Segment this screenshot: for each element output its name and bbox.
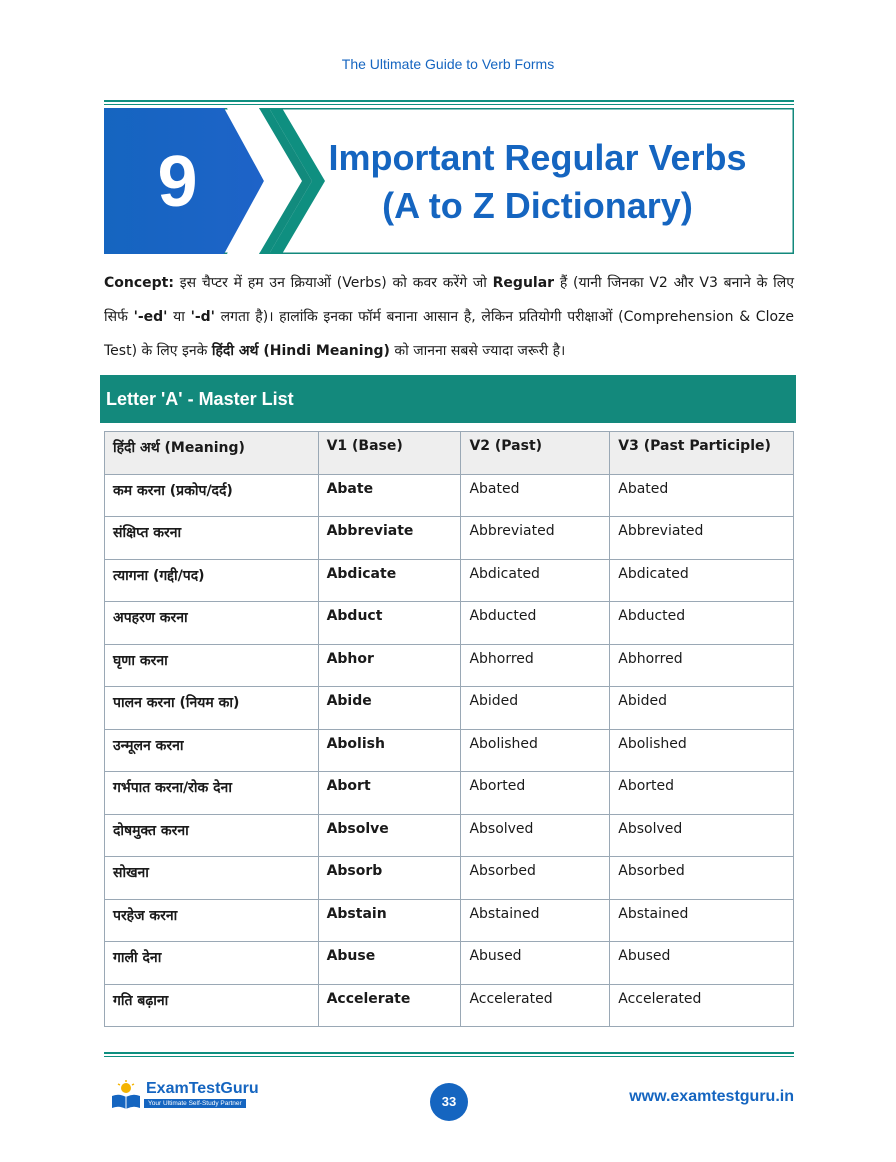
- v1-cell: Abhor: [318, 644, 461, 687]
- header-meaning: हिंदी अर्थ (Meaning): [105, 432, 319, 475]
- v1-cell: Abolish: [318, 729, 461, 772]
- table-row: [105, 644, 794, 687]
- table-row: [105, 857, 794, 900]
- header-v1: V1 (Base): [318, 432, 461, 475]
- v2-cell: Abbreviated: [461, 517, 610, 560]
- v3-cell: Abdicated: [610, 559, 794, 602]
- v2-cell: Abducted: [461, 602, 610, 645]
- website-link[interactable]: www.examtestguru.in: [629, 1088, 794, 1105]
- footer-divider-thin: [104, 1056, 794, 1057]
- concept-text-2: हैं (यानी जिनका V2 और V3 बनाने के लिए सिर्फ: [104, 275, 794, 325]
- logo-tagline: Your Ultimate Self-Study Partner: [144, 1099, 246, 1108]
- concept-label: Concept:: [104, 275, 174, 291]
- v1-cell: Abbreviate: [318, 517, 461, 560]
- meaning-cell: सोखना: [105, 857, 319, 900]
- v1-cell: Abate: [318, 474, 461, 517]
- v1-cell: Absorb: [318, 857, 461, 900]
- meaning-cell: दोषमुक्त करना: [105, 814, 319, 857]
- table-row: [105, 559, 794, 602]
- table-row: [105, 899, 794, 942]
- table-row: [105, 474, 794, 517]
- v2-cell: Abstained: [461, 899, 610, 942]
- v2-cell: Abolished: [461, 729, 610, 772]
- concept-bold-hindi-meaning: हिंदी अर्थ (Hindi Meaning): [211, 343, 390, 359]
- concept-bold-d: '-d': [190, 309, 215, 325]
- v3-cell: Abolished: [610, 729, 794, 772]
- v1-cell: Abide: [318, 687, 461, 730]
- meaning-cell: त्यागना (गद्दी/पद): [105, 559, 319, 602]
- v2-cell: Absolved: [461, 814, 610, 857]
- meaning-cell: पालन करना (नियम का): [105, 687, 319, 730]
- meaning-cell: उन्मूलन करना: [105, 729, 319, 772]
- v3-cell: Abated: [610, 474, 794, 517]
- concept-text-1: इस चैप्टर में हम उन क्रियाओं (Verbs) को कवर करेंगे जो: [173, 275, 493, 291]
- v2-cell: Accelerated: [461, 984, 610, 1027]
- v1-cell: Abduct: [318, 602, 461, 645]
- header-v2: V2 (Past): [461, 432, 610, 475]
- v2-cell: Abated: [461, 474, 610, 517]
- v3-cell: Absorbed: [610, 857, 794, 900]
- table-row: [105, 602, 794, 645]
- header-divider-thin: [104, 104, 794, 105]
- v1-cell: Accelerate: [318, 984, 461, 1027]
- v1-cell: Abdicate: [318, 559, 461, 602]
- v2-cell: Abused: [461, 942, 610, 985]
- table-row: [105, 942, 794, 985]
- table-row: [105, 984, 794, 1027]
- verb-table: [104, 431, 794, 1027]
- concept-text-3: या: [167, 309, 191, 325]
- meaning-cell: अपहरण करना: [105, 602, 319, 645]
- table-row: [105, 772, 794, 815]
- v2-cell: Absorbed: [461, 857, 610, 900]
- running-title: The Ultimate Guide to Verb Forms: [341, 56, 555, 72]
- header-v3: V3 (Past Participle): [610, 432, 794, 475]
- footer-divider: [104, 1052, 794, 1054]
- header-divider: [104, 100, 794, 102]
- v3-cell: Abhorred: [610, 644, 794, 687]
- table-row: [105, 687, 794, 730]
- meaning-cell: गाली देना: [105, 942, 319, 985]
- v3-cell: Aborted: [610, 772, 794, 815]
- meaning-cell: घृणा करना: [105, 644, 319, 687]
- meaning-cell: गति बढ़ाना: [105, 984, 319, 1027]
- chapter-title-line1: Important Regular Verbs: [328, 137, 747, 178]
- concept-paragraph: [104, 266, 794, 368]
- table-row: [105, 814, 794, 857]
- v3-cell: Abided: [610, 687, 794, 730]
- meaning-cell: कम करना (प्रकोप/दर्द): [105, 474, 319, 517]
- meaning-cell: संक्षिप्त करना: [105, 517, 319, 560]
- concept-bold-regular: Regular: [492, 275, 555, 291]
- brand-logo[interactable]: [110, 1080, 270, 1112]
- v3-cell: Absolved: [610, 814, 794, 857]
- table-row: [105, 729, 794, 772]
- meaning-cell: परहेज करना: [105, 899, 319, 942]
- v1-cell: Abort: [318, 772, 461, 815]
- chapter-title: [300, 134, 775, 230]
- v3-cell: Abbreviated: [610, 517, 794, 560]
- page-number: 33: [430, 1083, 468, 1121]
- v2-cell: Abided: [461, 687, 610, 730]
- meaning-cell: गर्भपात करना/रोक देना: [105, 772, 319, 815]
- concept-bold-ed: '-ed': [133, 309, 168, 325]
- v3-cell: Accelerated: [610, 984, 794, 1027]
- logo-name: ExamTestGuru: [146, 1080, 259, 1097]
- section-title-bar: Letter 'A' - Master List: [100, 375, 796, 423]
- v1-cell: Abstain: [318, 899, 461, 942]
- v1-cell: Abuse: [318, 942, 461, 985]
- v3-cell: Abstained: [610, 899, 794, 942]
- concept-text-5: को जानना सबसे ज्यादा जरूरी है।: [389, 343, 566, 359]
- table-header-row: [105, 432, 794, 475]
- table-row: [105, 517, 794, 560]
- chapter-number: 9: [157, 142, 198, 222]
- v2-cell: Aborted: [461, 772, 610, 815]
- v2-cell: Abhorred: [461, 644, 610, 687]
- chapter-title-line2: (A to Z Dictionary): [382, 185, 693, 226]
- v2-cell: Abdicated: [461, 559, 610, 602]
- v3-cell: Abused: [610, 942, 794, 985]
- v3-cell: Abducted: [610, 602, 794, 645]
- book-bulb-icon: [110, 1080, 142, 1110]
- concept-text-4: लगता है)। हालांकि इनका फॉर्म बनाना आसान है, लेकिन प्रतियोगी परीक्षाओं (Comprehension & Cloze Test) के लिए इनके: [104, 309, 794, 359]
- v1-cell: Absolve: [318, 814, 461, 857]
